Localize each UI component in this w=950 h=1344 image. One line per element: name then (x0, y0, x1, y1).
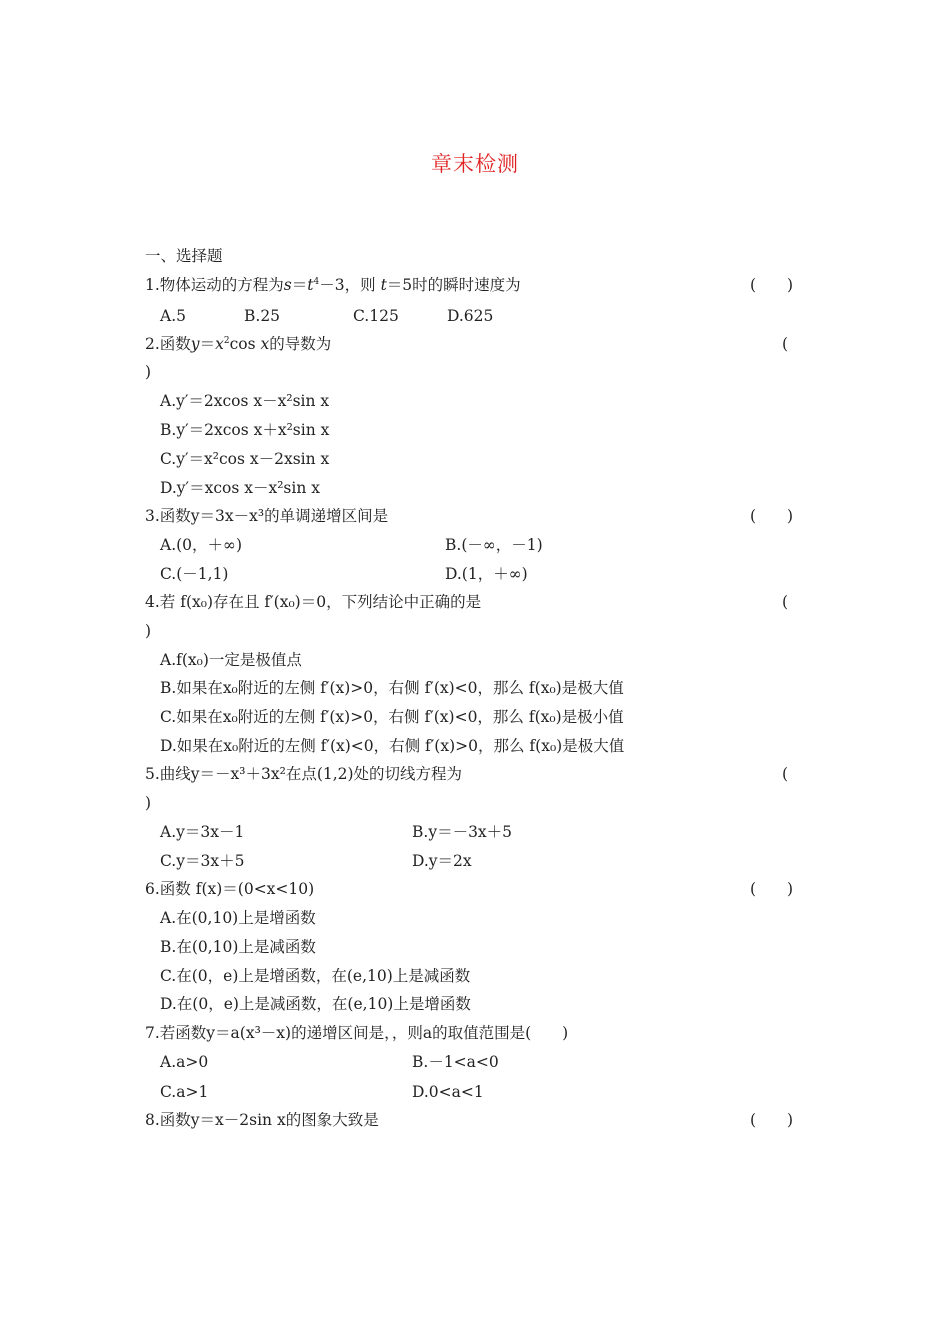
q7-option-d: D.0<a<1 (412, 1083, 484, 1101)
q2-option-c: C.y′＝x²cos x－2xsin x (160, 450, 330, 468)
q5-option-d: D.y＝2x (412, 852, 472, 870)
q6-answer-paren: ( ) (750, 880, 794, 898)
q3-option-b: B.(－∞，－1) (445, 536, 543, 554)
q2-stem-text: 2.函数 (145, 335, 191, 353)
q7-option-b: B.－1<a<0 (412, 1053, 499, 1071)
q2-option-d: D.y′＝xcos x－x²sin x (160, 479, 320, 497)
q1-eq: ＝ (291, 276, 308, 294)
question-5-stem: 5.曲线y＝－x³＋3x²在点(1,2)处的切线方程为 (145, 765, 463, 783)
q4-option-b: B.如果在x₀附近的左侧 f′(x)>0，右侧 f′(x)<0，那么 f(x₀)是极大值 (160, 679, 624, 697)
page-title: 章末检测 (431, 152, 519, 176)
q3-option-a: A.(0，＋∞) (160, 536, 242, 554)
q1-var-s: s (283, 276, 292, 294)
q2-paren-open: ( (782, 335, 789, 353)
q1-option-d: D.625 (447, 307, 494, 325)
q4-option-d: D.如果在x₀附近的左侧 f′(x)<0，右侧 f′(x)>0，那么 f(x₀)是极大值 (160, 737, 625, 755)
q1-tail2: ＝5时的瞬时速度为 (386, 276, 521, 294)
q4-paren-open: ( (782, 593, 789, 611)
q2-var-y: y (190, 335, 200, 353)
q2-cos: cos (229, 335, 256, 353)
q1-option-b: B.25 (244, 307, 281, 325)
q6-option-a: A.在(0,10)上是增函数 (160, 909, 316, 927)
q2-exp: 2 (223, 336, 230, 346)
q1-tail1: －3，则 (319, 276, 376, 294)
q2-option-b: B.y′＝2xcos x＋x²sin x (160, 421, 330, 439)
q5-option-c: C.y＝3x＋5 (160, 852, 245, 870)
q3-answer-paren: ( ) (750, 507, 794, 525)
q2-tail: 的导数为 (269, 335, 332, 353)
q7-option-c: C.a>1 (160, 1083, 209, 1101)
q1-exp: 4 (313, 277, 320, 287)
q5-paren-open: ( (782, 765, 789, 783)
question-4-stem: 4.若 f(x₀)存在且 f′(x₀)＝0，下列结论中正确的是 (145, 593, 482, 611)
q4-paren-close: ) (145, 622, 152, 640)
q2-paren-close: ) (145, 363, 152, 381)
question-6-stem: 6.函数 f(x)＝(0<x<10) (145, 880, 315, 898)
q2-var-x2: x (260, 335, 270, 353)
q2-var-x: x (215, 335, 224, 353)
q8-answer-paren: ( ) (750, 1111, 794, 1129)
q2-option-a: A.y′＝2xcos x－x²sin x (160, 392, 330, 410)
question-1-stem (145, 275, 521, 295)
question-3-stem: 3.函数y＝3x－x³的单调递增区间是 (145, 507, 389, 525)
q1-option-a: A.5 (160, 307, 186, 325)
q1-var-t2: t (380, 276, 387, 294)
q1-answer-paren: ( ) (750, 276, 794, 294)
q6-option-d: D.在(0，e)上是减函数，在(e,10)上是增函数 (160, 995, 471, 1013)
q2-eq: ＝ (199, 335, 216, 353)
q4-option-a: A.f(x₀)一定是极值点 (160, 651, 302, 669)
question-7-stem: 7.若函数y＝a(x³－x)的递增区间是，，则a的取值范围是( ) (145, 1024, 569, 1042)
q7-option-a: A.a>0 (160, 1053, 209, 1071)
q5-option-a: A.y＝3x－1 (160, 823, 245, 841)
question-2-stem (145, 334, 331, 354)
q6-option-c: C.在(0，e)上是增函数，在(e,10)上是减函数 (160, 967, 471, 985)
q3-option-c: C.(－1,1) (160, 565, 229, 583)
q1-var-t: t (307, 276, 314, 294)
q3-option-d: D.(1，＋∞) (445, 565, 528, 583)
section-heading: 一、选择题 (145, 247, 223, 265)
q1-stem-text: 1.物体运动的方程为 (145, 276, 284, 294)
q6-option-b: B.在(0,10)上是减函数 (160, 938, 316, 956)
q1-option-c: C.125 (353, 307, 399, 325)
q5-option-b: B.y＝－3x＋5 (412, 823, 513, 841)
q5-paren-close: ) (145, 794, 152, 812)
question-8-stem: 8.函数y＝x－2sin x的图象大致是 (145, 1111, 379, 1129)
q4-option-c: C.如果在x₀附近的左侧 f′(x)>0，右侧 f′(x)<0，那么 f(x₀)是极小值 (160, 708, 624, 726)
